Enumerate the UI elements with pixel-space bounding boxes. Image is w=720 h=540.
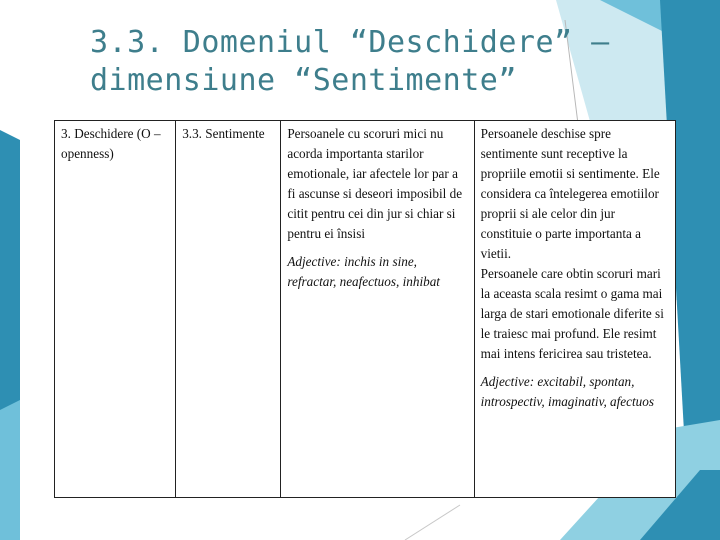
high-score-cell (474, 121, 675, 498)
slide-title (90, 24, 610, 100)
table-row (55, 121, 676, 498)
left-accent-shape-light (0, 400, 20, 540)
dimension-cell: 3.3. Sentimente (176, 121, 281, 498)
accent-line-bottom (405, 505, 460, 540)
slide-title-line-1: 3.3. Domeniul “Deschidere” – (90, 25, 610, 60)
high-score-description-1: Persoanele deschise spre sentimente sunt receptive la propriile emotii si sentimente. Ele considera ca întelegerea emotiilor proprii si ale celor din jur constituie o parte importanta a vietii. (480, 126, 660, 261)
low-score-adjectives: Adjective: inchis in sine, refractar, neafectuos, inhibat (287, 254, 440, 289)
high-score-adjectives: Adjective: excitabil, spontan, introspectiv, imaginativ, afectuos (480, 374, 654, 409)
slide-title-line-2: dimensiune “Sentimente” (90, 63, 517, 98)
high-score-description-2: Persoanele care obtin scoruri mari la aceasta scala resimt o gama mai larga de stari emotionale diferite si le traiesc mai profund. Ele resimt mai intens fericirea sau tristetea. (480, 266, 664, 361)
personality-table (54, 120, 676, 498)
domain-cell: 3. Deschidere (O – openness) (55, 121, 176, 498)
low-score-cell (281, 121, 474, 498)
low-score-description: Persoanele cu scoruri mici nu acorda importanta starilor emotionale, iar afectele lor par a fi ascunse si deseori imposibil de citit pentru cei din jur si chiar si pentru ei însisi (287, 126, 463, 241)
